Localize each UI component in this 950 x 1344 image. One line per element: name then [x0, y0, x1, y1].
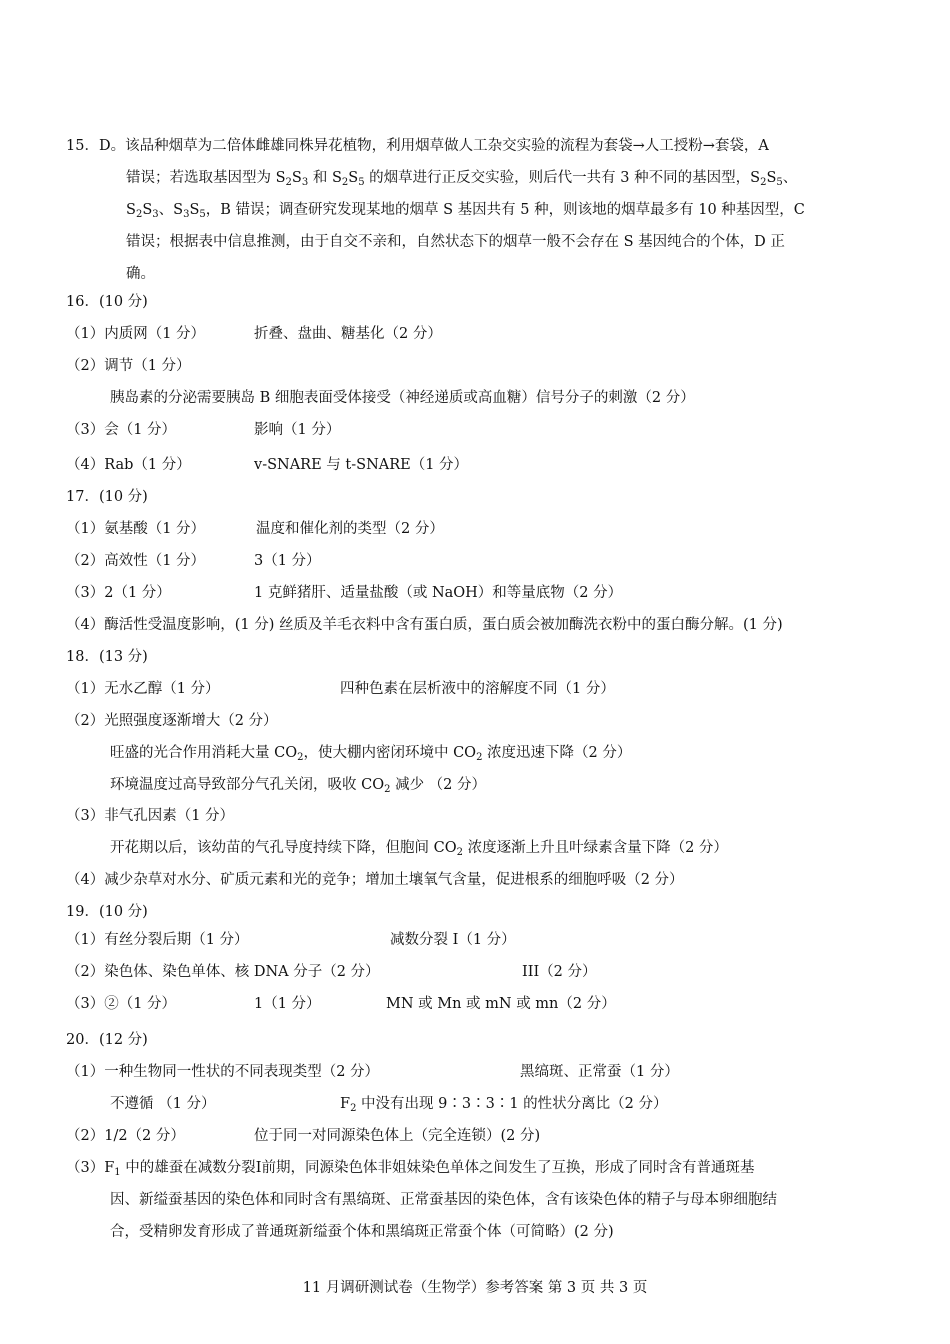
q15-line-3: $S_2S_3$、$S_3S_5$，B 错误；调查研究发现某地的烟草 S 基因共有 5 种，则该地的烟草最多有 10 种基因型，C — [126, 202, 805, 220]
q20-part-3-line-1: $(3)F_1$ 中的雄蚕在减数分裂Ⅰ前期，同源染色体非姐妹染色单体之间发生了互换，形成了同时含有普通斑基 — [66, 1160, 755, 1178]
q15-line-1: 15．D。该品种烟草为二倍体雌雄同株异花植物，利用烟草做人工杂交实验的流程为套袋→人工授粉→套袋，A — [66, 138, 769, 154]
q18-part-2: （2）光照强度逐渐增大（2 分） — [66, 713, 278, 729]
q18-part-3: （3）非气孔因素（1 分） — [66, 808, 235, 824]
q18-part-3-line-2: 开花期以后，该幼苗的气孔导度持续下降，但胞间 $CO_2$ 浓度逐渐上升且叶绿素含量下降（2 分） — [110, 840, 728, 858]
q15-line-2: 错误；若选取基因型为 $S_2S_3$ 和 $S_2S_5$ 的烟草进行正反交实验，则后代一共有 3 种不同的基因型，$S_2S_5$、 — [126, 170, 798, 188]
q18-part-2-line-3: 环境温度过高导致部分气孔关闭，吸收 $CO_2$ 减少 （2 分） — [110, 777, 487, 795]
q20-part-3-line-2: 因、新缢蚕基因的染色体和同时含有黑缟斑、正常蚕基因的染色体，含有该染色体的精子与母本卵细胞结 — [110, 1192, 777, 1208]
q15-line-5: 确。 — [126, 266, 155, 282]
q16-title: 16．(10 分) — [66, 294, 148, 310]
q17-part-4: （4）酶活性受温度影响，(1 分) 丝质及羊毛衣料中含有蛋白质，蛋白质会被加酶洗衣粉中的蛋白酶分解。(1 分) — [66, 617, 783, 633]
page-footer: 11 月调研测试卷（生物学）参考答案 第 3 页 共 3 页 — [302, 1280, 648, 1296]
q18-part-4: （4）减少杂草对水分、矿质元素和光的竞争；增加土壤氧气含量，促进根系的细胞呼吸（2 分） — [66, 872, 684, 888]
q19-title: 19．(10 分) — [66, 904, 148, 920]
q16-part-2: （2）调节（1 分） — [66, 358, 191, 374]
q16-part-2-answer: 胰岛素的分泌需要胰岛 B 细胞表面受体接受（神经递质或高血糖）信号分子的刺激（2 分） — [110, 390, 695, 406]
page: 15．D。该品种烟草为二倍体雌雄同株异花植物，利用烟草做人工杂交实验的流程为套袋→人工授粉→套袋，A 错误；若选取基因型为 $S_2S_3$ 和 $S_2S_5$ 的烟草进行正反交实验，则后代一共有 3 种不同的基因型，$S_2S_5$、 $S_2S_3$、$S_3S_5$，B 错误；调查研究发现某地的烟草 S 基因共有 5 种，则该地的烟草最多有 10 种基因型，C 错误；根据表中信息推测，由于自交不亲和，自然状态下的烟草一般不会存在 S 基因纯合的个体，D 正 确。 16．(10 分) （1）内质网（1 分） 折叠、盘曲、糖基化（2 分） （2）调节（1 分） 胰岛素的分泌需要胰岛 B 细胞表面受体接受（神经递质或高血糖）信号分子的刺激（2 分） （3）会（1 分） 影响（1 分） （4）Rab（1 分） v-SNARE 与 t-SNARE（1 分） 17．(10 分) （1）氨基酸（1 分） 温度和催化剂的类型（2 分） （2）高效性（1 分） 3（1 分） （3）2（1 分） 1 克鲜猪肝、适量盐酸（或 NaOH）和等量底物（2 分） （4）酶活性受温度影响，(1 分) 丝质及羊毛衣料中含有蛋白质，蛋白质会被加酶洗衣粉中的蛋白酶分解。(1 分) 18．(13 分) （1）无水乙醇（1 分） 四种色素在层析液中的溶解度不同（1 分） （2）光照强度逐渐增大（2 分） 旺盛的光合作用消耗大量 $CO_2$，使大棚内密闭环境中 $CO_2$ 浓度迅速下降（2 分） 环境温度过高导致部分气孔关闭，吸收 $CO_2$ 减少 （2 分） （3）非气孔因素（1 分） 开花期以后，该幼苗的气孔导度持续下降，但胞间 $CO_2$ 浓度逐渐上升且叶绿素含量下降（2 分） （4）减少杂草对水分、矿质元素和光的竞争；增加土壤氧气含量，促进根系的细胞呼吸（2 分） 19．(10 分) （1）有丝分裂后期（1 分） 减数分裂 I（1 分） （2）染色体、染色单体、核 DNA 分子（2 分） III（2 分） （3）②（1 分） 1（1 分） MN 或 Mn 或 mN 或 mn（2 分） 20．(12 分) （1）一种生物同一性状的不同表现类型（2 分） 黑缟斑、正常蚕（1 分） 不遵循 （1 分） $F_2$ 中没有出现 9∶3∶3∶1 的性状分离比（2 分） （2）1/2（2 分） 位于同一对同源染色体上（完全连锁）(2 分) $(3)F_1$ 中的雄蚕在减数分裂Ⅰ前期，同源染色体非姐妹染色单体之间发生了互换，形成了同时含有普通斑基 因、新缢蚕基因的染色体和同时含有黑缟斑、正常蚕基因的染色体，含有该染色体的精子与母本卵细胞结 合，受精卵发育形成了普通斑新缢蚕个体和黑缟斑正常蚕个体（可简略）(2 分) 11 月调研测试卷（生物学）参考答案 第 3 页 共 3 页 — [0, 0, 950, 1344]
q15-line-4: 错误；根据表中信息推测，由于自交不亲和，自然状态下的烟草一般不会存在 S 基因纯合的个体，D 正 — [126, 234, 785, 250]
q20-title: 20．(12 分) — [66, 1032, 148, 1048]
q20-part-3-line-3: 合，受精卵发育形成了普通斑新缢蚕个体和黑缟斑正常蚕个体（可简略）(2 分) — [110, 1224, 614, 1240]
q17-title: 17．(10 分) — [66, 489, 148, 505]
q18-title: 18．(13 分) — [66, 649, 148, 665]
q18-part-2-line-2: 旺盛的光合作用消耗大量 $CO_2$，使大棚内密闭环境中 $CO_2$ 浓度迅速下降（2 分） — [110, 745, 632, 763]
